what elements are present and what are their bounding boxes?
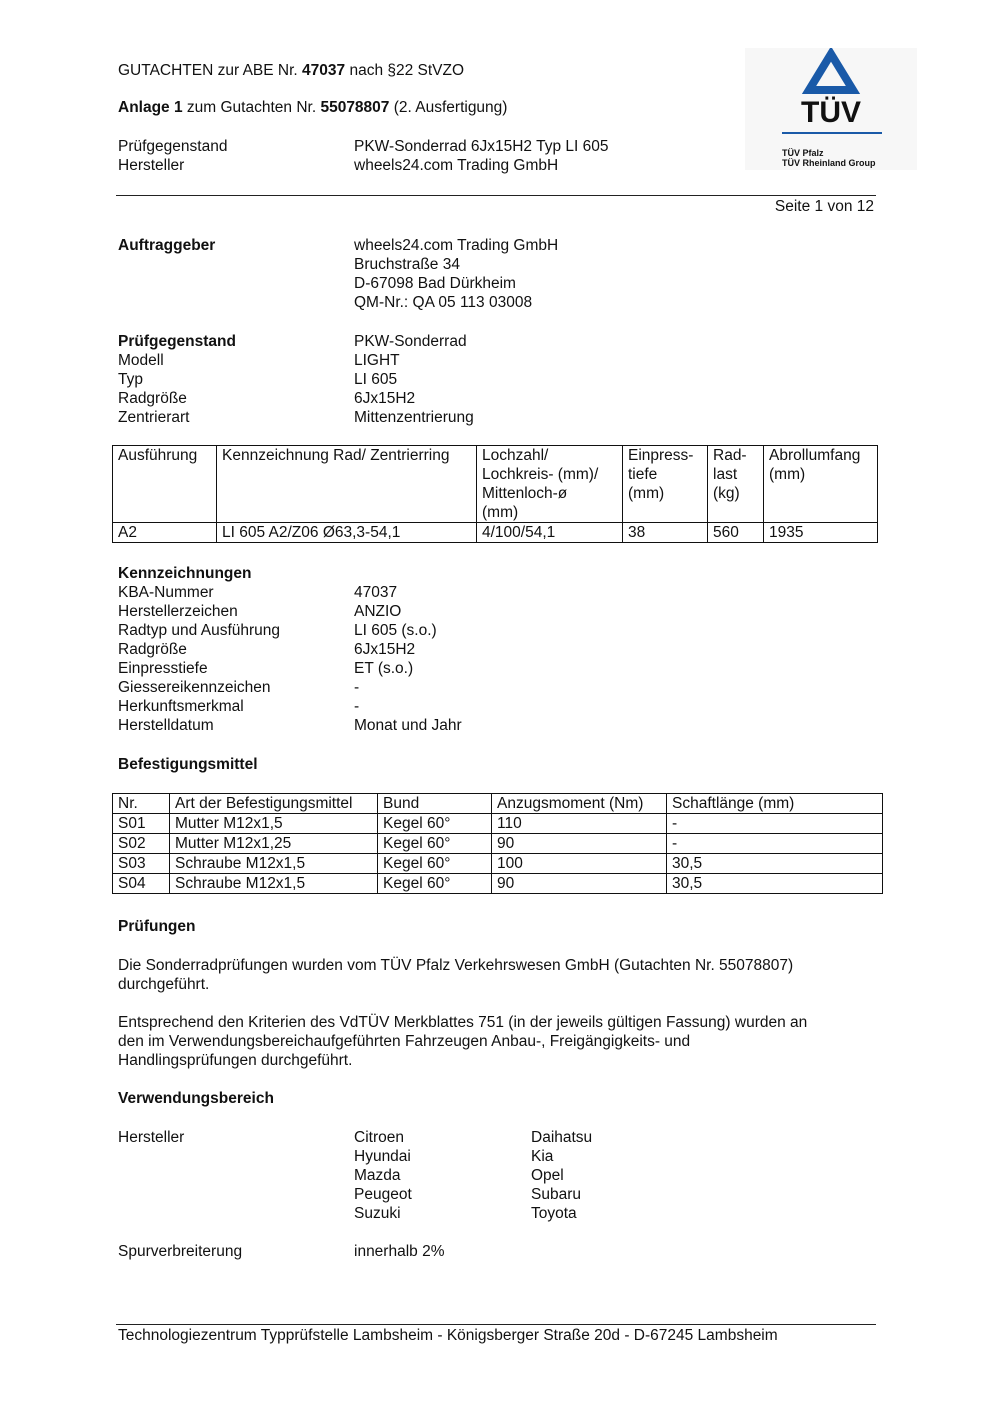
verwendung-title: Verwendungsbereich bbox=[118, 1090, 274, 1107]
table-cell: 30,5 bbox=[667, 854, 883, 874]
befestigung-title: Befestigungsmittel bbox=[118, 756, 258, 773]
hersteller-item: Mazda bbox=[354, 1167, 401, 1184]
table-cell: Mutter M12x1,5 bbox=[170, 814, 378, 834]
kz-label: Herstellerzeichen bbox=[118, 603, 238, 620]
pg-row-label: Modell bbox=[118, 352, 164, 369]
table-cell: S02 bbox=[113, 834, 170, 854]
table-cell: Kegel 60° bbox=[378, 874, 492, 894]
rad-table bbox=[112, 445, 878, 543]
table-cell: 90 bbox=[492, 874, 667, 894]
hersteller-label: Hersteller bbox=[118, 1129, 185, 1146]
pg-row-value: Mittenzentrierung bbox=[354, 409, 474, 426]
hersteller-item: Toyota bbox=[531, 1205, 577, 1222]
kz-value: ET (s.o.) bbox=[354, 660, 414, 677]
page-number: Seite 1 von 12 bbox=[774, 198, 874, 215]
tuv-triangle-icon bbox=[745, 48, 917, 170]
table-header-cell: Nr. bbox=[113, 794, 170, 814]
pruefungen-p2-line: den im Verwendungsbereichaufgeführten Fahrzeugen Anbau-, Freigängigkeits- und bbox=[118, 1033, 691, 1050]
table-row bbox=[113, 523, 878, 543]
table-row bbox=[113, 854, 883, 874]
table-cell: S04 bbox=[113, 874, 170, 894]
kz-label: Herkunftsmerkmal bbox=[118, 698, 244, 715]
pruefgegenstand-value: PKW-Sonderrad bbox=[354, 333, 467, 350]
table-header-cell: Ausführung bbox=[113, 446, 217, 523]
logo-sub1: TÜV Pfalz bbox=[782, 148, 824, 158]
table-header-cell: Anzugsmoment (Nm) bbox=[492, 794, 667, 814]
table-cell: A2 bbox=[113, 523, 217, 543]
hersteller-item: Daihatsu bbox=[531, 1129, 593, 1146]
pg-row-value: 6Jx15H2 bbox=[354, 390, 416, 407]
header-pg-label: Prüfgegenstand bbox=[118, 138, 228, 155]
table-cell: 38 bbox=[623, 523, 708, 543]
auftraggeber-line-1: wheels24.com Trading GmbH bbox=[354, 237, 559, 254]
kz-label: Radtyp und Ausführung bbox=[118, 622, 281, 639]
table-cell: S03 bbox=[113, 854, 170, 874]
kz-value: ANZIO bbox=[354, 603, 402, 620]
table-cell: - bbox=[667, 834, 883, 854]
pg-row-label: Zentrierart bbox=[118, 409, 190, 426]
kz-value: - bbox=[354, 679, 360, 696]
table-header-cell: Rad- last (kg) bbox=[708, 446, 764, 523]
pruefungen-p1-line: durchgeführt. bbox=[118, 976, 210, 993]
pg-row-label: Typ bbox=[118, 371, 143, 388]
table-cell: 100 bbox=[492, 854, 667, 874]
table-cell: 1935 bbox=[764, 523, 878, 543]
pruefungen-p2-line: Handlingsprüfungen durchgeführt. bbox=[118, 1052, 353, 1069]
table-row bbox=[113, 814, 883, 834]
table-cell: Kegel 60° bbox=[378, 854, 492, 874]
table-header-cell: Kennzeichnung Rad/ Zentrierring bbox=[217, 446, 477, 523]
footer-text: Technologiezentrum Typprüfstelle Lambsheim - Königsberger Straße 20d - D-67245 Lambsheim bbox=[118, 1327, 778, 1344]
kz-value: 47037 bbox=[354, 584, 398, 601]
table-cell: S01 bbox=[113, 814, 170, 834]
header-subtitle: Anlage 1 zum Gutachten Nr. 55078807 (2. Ausfertigung) bbox=[118, 99, 508, 116]
table-header-row bbox=[113, 446, 878, 523]
pruefungen-p1-line: Die Sonderradprüfungen wurden vom TÜV Pfalz Verkehrswesen GmbH (Gutachten Nr. 55078807) bbox=[118, 957, 794, 974]
kz-value: Monat und Jahr bbox=[354, 717, 462, 734]
befestigung-table bbox=[112, 793, 883, 894]
table-header-cell: Abrollumfang (mm) bbox=[764, 446, 878, 523]
table-cell: LI 605 A2/Z06 Ø63,3-54,1 bbox=[217, 523, 477, 543]
hersteller-item: Opel bbox=[531, 1167, 564, 1184]
footer-divider bbox=[116, 1324, 876, 1325]
table-cell: Kegel 60° bbox=[378, 814, 492, 834]
kz-label: KBA-Nummer bbox=[118, 584, 214, 601]
kz-label: Einpresstiefe bbox=[118, 660, 208, 677]
auftraggeber-line-3: D-67098 Bad Dürkheim bbox=[354, 275, 516, 292]
table-cell: Schraube M12x1,5 bbox=[170, 854, 378, 874]
pg-row-value: LI 605 bbox=[354, 371, 398, 388]
table-cell: - bbox=[667, 814, 883, 834]
table-cell: Schraube M12x1,5 bbox=[170, 874, 378, 894]
spur-value: innerhalb 2% bbox=[354, 1243, 445, 1260]
hersteller-item: Peugeot bbox=[354, 1186, 412, 1203]
auftraggeber-label: Auftraggeber bbox=[118, 237, 216, 254]
kz-label: Giessereikennzeichen bbox=[118, 679, 271, 696]
kz-value: LI 605 (s.o.) bbox=[354, 622, 437, 639]
header-hst-value: wheels24.com Trading GmbH bbox=[354, 157, 559, 174]
header-pg-value: PKW-Sonderrad 6Jx15H2 Typ LI 605 bbox=[354, 138, 609, 155]
table-header-cell: Bund bbox=[378, 794, 492, 814]
table-cell: 560 bbox=[708, 523, 764, 543]
auftraggeber-line-2: Bruchstraße 34 bbox=[354, 256, 460, 273]
table-header-cell: Schaftlänge (mm) bbox=[667, 794, 883, 814]
table-row bbox=[113, 834, 883, 854]
spur-label: Spurverbreiterung bbox=[118, 1243, 243, 1260]
hersteller-item: Hyundai bbox=[354, 1148, 411, 1165]
table-header-row bbox=[113, 794, 883, 814]
hersteller-item: Suzuki bbox=[354, 1205, 401, 1222]
table-header-cell: Art der Befestigungsmittel bbox=[170, 794, 378, 814]
table-cell: Mutter M12x1,25 bbox=[170, 834, 378, 854]
kz-value: 6Jx15H2 bbox=[354, 641, 416, 658]
kz-value: - bbox=[354, 698, 360, 715]
kz-label: Herstelldatum bbox=[118, 717, 214, 734]
logo-text: TÜV bbox=[801, 96, 861, 129]
header-title: GUTACHTEN zur ABE Nr. 47037 nach §22 StVZO bbox=[118, 62, 465, 79]
table-cell: 110 bbox=[492, 814, 667, 834]
hersteller-item: Kia bbox=[531, 1148, 554, 1165]
header-hst-label: Hersteller bbox=[118, 157, 185, 174]
table-cell: 30,5 bbox=[667, 874, 883, 894]
pg-row-label: Radgröße bbox=[118, 390, 187, 407]
hersteller-item: Citroen bbox=[354, 1129, 404, 1146]
hersteller-item: Subaru bbox=[531, 1186, 581, 1203]
header-divider bbox=[116, 195, 876, 196]
pruefungen-title: Prüfungen bbox=[118, 918, 196, 935]
pg-row-value: LIGHT bbox=[354, 352, 400, 369]
table-header-cell: Lochzahl/ Lochkreis- (mm)/ Mittenloch-ø (mm) bbox=[477, 446, 623, 523]
table-cell: Kegel 60° bbox=[378, 834, 492, 854]
tuv-logo bbox=[745, 48, 917, 170]
table-header-cell: Einpress- tiefe (mm) bbox=[623, 446, 708, 523]
table-row bbox=[113, 874, 883, 894]
auftraggeber-line-4: QM-Nr.: QA 05 113 03008 bbox=[354, 294, 533, 311]
logo-sub2: TÜV Rheinland Group bbox=[782, 158, 876, 168]
pruefungen-p2-line: Entsprechend den Kriterien des VdTÜV Merkblattes 751 (in der jeweils gültigen Fassung) wurden an bbox=[118, 1014, 808, 1031]
table-cell: 90 bbox=[492, 834, 667, 854]
kz-label: Radgröße bbox=[118, 641, 187, 658]
kennzeichnungen-title: Kennzeichnungen bbox=[118, 565, 252, 582]
pruefgegenstand-label: Prüfgegenstand bbox=[118, 333, 236, 350]
table-cell: 4/100/54,1 bbox=[477, 523, 623, 543]
